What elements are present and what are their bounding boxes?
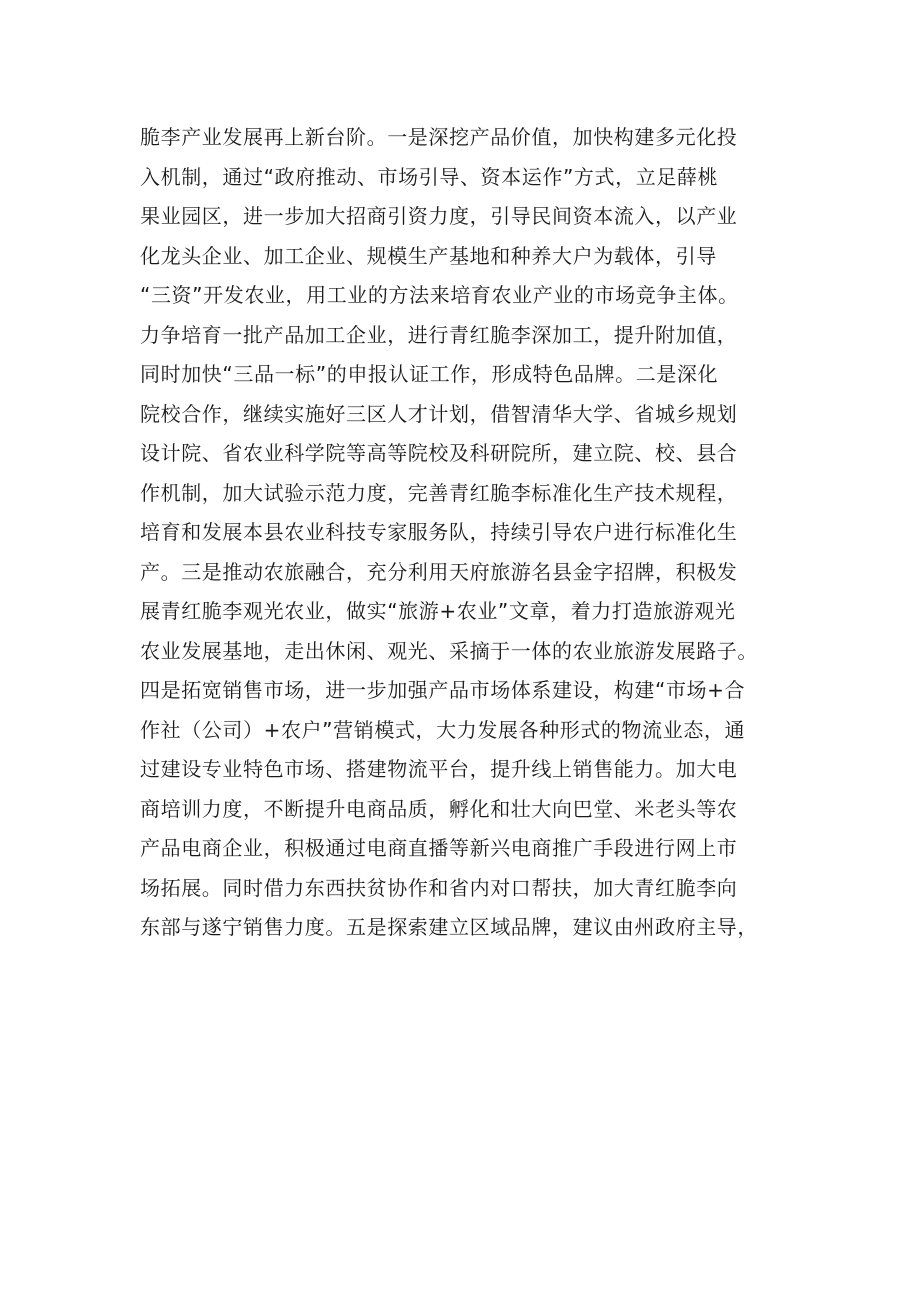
text-line-2: 入机制，通过“政府推动、市场引导、资本运作”方式，立足薛桃 — [140, 164, 719, 189]
text-line-13: 展青红脆李观光农业，做实“旅游+农业”文章，着力打造旅游观光 — [140, 599, 736, 623]
text-line-16: 作社（公司）+农户”营销模式，大力发展各种形式的物流业态，通 — [140, 717, 746, 742]
text-line-12: 产。三是推动农旅融合，充分利用天府旅游名县金字招牌，积极发 — [140, 559, 738, 584]
text-line-7: 同时加快“三品一标”的申报认证工作，形成特色品牌。二是深化 — [140, 362, 719, 386]
text-line-21: 东部与遂宁销售力度。五是探索建立区域品牌，建议由州政府主导， — [140, 915, 758, 939]
text-line-11: 培育和发展本县农业科技专家服务队，持续引导农户进行标准化生 — [140, 520, 738, 544]
text-line-14: 农业发展基地，走出休闲、观光、采摘于一体的农业旅游发展路子。 — [140, 638, 758, 663]
text-line-6: 力争培育一批产品加工企业，进行青红脆李深加工，提升附加值， — [140, 322, 738, 347]
text-line-1: 脆李产业发展再上新台阶。一是深挖产品价值，加快构建多元化投 — [140, 125, 738, 149]
text-line-20: 场拓展。同时借力东西扶贫协作和省内对口帮扶，加大青红脆李向 — [140, 875, 738, 900]
text-line-9: 设计院、省农业科学院等高等院校及科研院所，建立院、校、县合 — [140, 441, 738, 465]
text-line-15: 四是拓宽销售市场，进一步加强产品市场体系建设，构建“市场+合 — [140, 678, 746, 702]
text-line-18: 商培训力度，不断提升电商品质，孵化和壮大向巴堂、米老头等农 — [140, 796, 738, 821]
text-line-3: 果业园区，进一步加大招商引资力度，引导民间资本流入，以产业 — [140, 204, 738, 228]
text-line-8: 院校合作，继续实施好三区人才计划，借智清华大学、省城乡规划 — [140, 401, 738, 426]
body-paragraph — [140, 118, 790, 948]
text-line-5: “三资”开发农业，用工业的方法来培育农业产业的市场竞争主体。 — [140, 283, 739, 307]
text-line-10: 作机制，加大试验示范力度，完善青红脆李标准化生产技术规程， — [140, 480, 738, 505]
text-line-19: 产品电商企业，积极通过电商直播等新兴电商推广手段进行网上市 — [140, 836, 738, 860]
text-line-17: 过建设专业特色市场、搭建物流平台，提升线上销售能力。加大电 — [140, 757, 738, 781]
text-line-4: 化龙头企业、加工企业、规模生产基地和种养大户为载体，引导 — [140, 243, 717, 268]
